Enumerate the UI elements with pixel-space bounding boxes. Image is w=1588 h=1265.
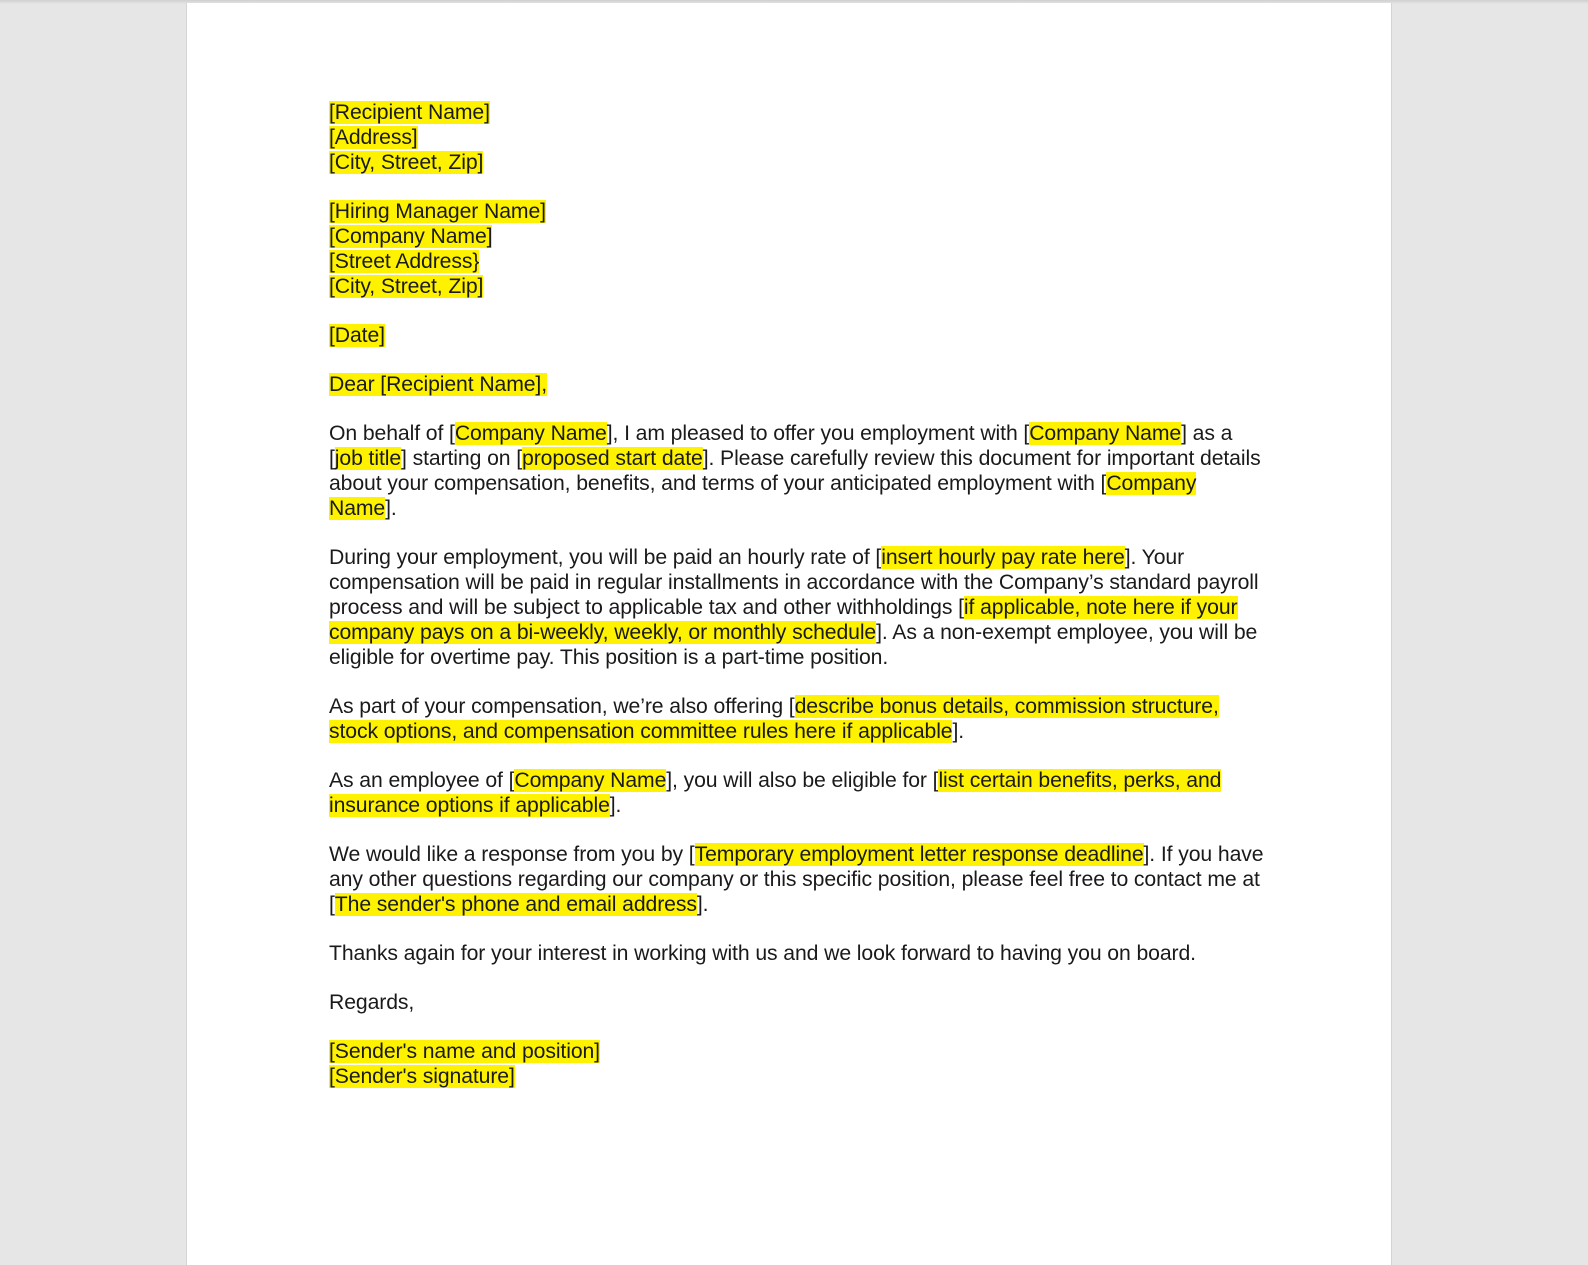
placeholder-job-title: job title (334, 447, 402, 470)
placeholder-response-deadline: Temporary employment letter response deadline (694, 843, 1144, 866)
text-run: ]. (385, 497, 397, 520)
text-run: ]. Your compensation will be paid in regular installments in accordance with the Company’s standard payroll process and will be subject to applicable tax and other withholdings [ (329, 546, 1259, 619)
text-run: ] as a [ (329, 422, 1233, 470)
placeholder-company-name: Company Name (1029, 422, 1182, 445)
placeholder-sender-contact: The sender's phone and email address (334, 893, 697, 916)
text-run: As part of your compensation, we’re also offering [ (329, 695, 795, 718)
placeholder-pay-schedule: if applicable, note here if your company pays on a bi-weekly, weekly, or monthly schedule (329, 596, 1238, 644)
text-run: On behalf of [ (329, 422, 455, 445)
text-run: ], you will also be eligible for [ (666, 769, 939, 792)
company-street: [Street Address} (329, 250, 480, 273)
paragraph-compensation (329, 694, 1269, 744)
paragraph-offer (329, 421, 1269, 521)
paragraph-benefits (329, 768, 1269, 818)
text-run: ]. (952, 720, 965, 743)
date-block (329, 323, 1269, 348)
recipient-address-block (329, 100, 1269, 175)
text-run: ] starting on [ (401, 447, 523, 470)
placeholder-company-name: Company Name (514, 769, 667, 792)
salutation: Dear [Recipient Name], (329, 373, 548, 396)
text-run: ]. Please carefully review this document for important details about your compensation, benefits, and terms of your anticipated employment with [ (329, 447, 1261, 495)
text-run: As an employee of [ (329, 769, 515, 792)
text-run: ]. As a non-exempt employee, you will be eligible for overtime pay. This position is a part-time position. (329, 621, 1258, 669)
placeholder-start-date: proposed start date (522, 447, 703, 470)
recipient-address: [Address] (329, 126, 418, 149)
paragraph-pay (329, 545, 1269, 670)
recipient-city: [City, Street, Zip] (329, 151, 484, 174)
closing: Regards, (329, 991, 415, 1014)
salutation-block (329, 372, 1269, 397)
sender-signature: [Sender's signature] (329, 1065, 515, 1088)
text-run: ]. (696, 893, 709, 916)
letter-body[interactable] (329, 100, 1269, 1113)
company-name: [Company Name] (329, 225, 493, 248)
document-page[interactable] (186, 3, 1392, 1265)
placeholder-bonus-details: describe bonus details, commission structure, stock options, and compensation committee rules here if applicable (329, 695, 1219, 743)
hiring-manager-name: [Hiring Manager Name] (329, 200, 546, 223)
letter-date: [Date] (329, 324, 385, 347)
placeholder-company-name: Company Name (329, 472, 1197, 520)
sender-name-position: [Sender's name and position] (329, 1040, 600, 1063)
text-run: ], I am pleased to offer you employment with [ (606, 422, 1030, 445)
placeholder-benefits: list certain benefits, perks, and insurance options if applicable (329, 769, 1222, 817)
paragraph-response (329, 842, 1269, 917)
company-address-block (329, 199, 1269, 299)
text-run: We would like a response from you by [ (329, 843, 695, 866)
text-run: ]. If you have any other questions regarding our company or this specific position, please feel free to contact me at [ (329, 843, 1264, 916)
paragraph-thanks: Thanks again for your interest in working with us and we look forward to having you on board. (329, 942, 1196, 965)
placeholder-company-name: Company Name (454, 422, 607, 445)
text-run: ]. (609, 794, 622, 817)
placeholder-hourly-rate: insert hourly pay rate here (881, 546, 1125, 569)
signature-block (329, 1039, 1269, 1089)
company-city: [City, Street, Zip] (329, 275, 484, 298)
recipient-name: [Recipient Name] (329, 101, 490, 124)
text-run: During your employment, you will be paid an hourly rate of [ (329, 546, 882, 569)
